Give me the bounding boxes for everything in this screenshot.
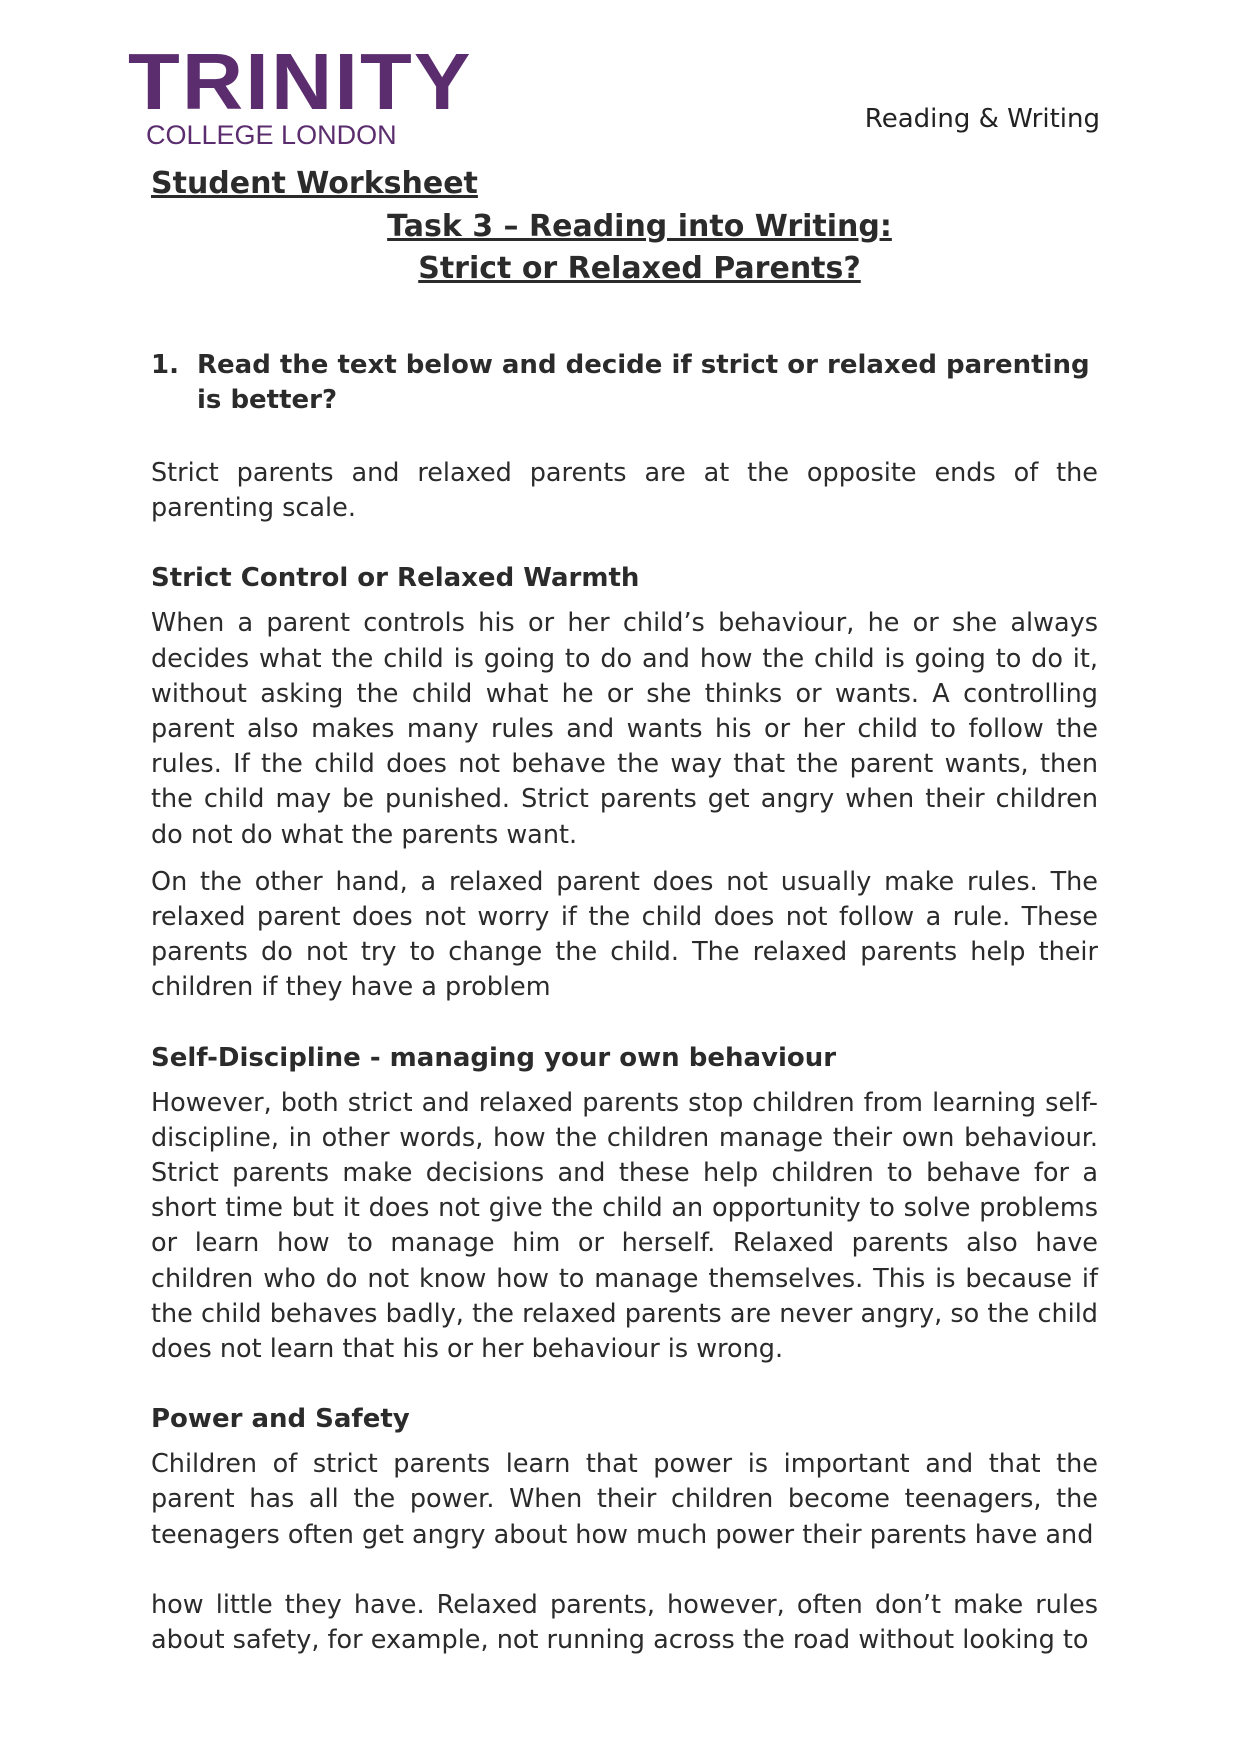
logo-subtitle: COLLEGE LONDON	[146, 120, 397, 150]
paragraph-power-1: Children of strict parents learn that power is important and that the parent has all the power. When their children become teenagers, the teenagers often get angry about how much power their parents have and	[151, 1449, 1098, 1550]
section-heading-self-discipline: Self-Discipline - managing your own behaviour	[151, 1042, 837, 1073]
paragraph-control-2: On the other hand, a relaxed parent does not usually make rules. The relaxed parent does not worry if the child does not follow a rule. These parents do not try to change the child. The relaxed parents help their children if they have a problem	[151, 866, 1098, 1003]
worksheet-content	[151, 162, 1098, 1658]
task-title-line1: Task 3 – Reading into Writing:	[387, 209, 892, 244]
section-heading-power-safety: Power and Safety	[151, 1404, 410, 1435]
paragraph-control-1: When a parent controls his or her child’s behaviour, he or she always decides what the child is going to do and how the child is going to do it, without asking the child what he or she thinks or wants. A controlling parent also makes many rules and wants his or her child to follow the rules. If the child does not behave the way that the parent wants, then the child may be punished. Strict parents get angry when their children do not do what the parents want.	[151, 608, 1098, 850]
section-heading-control: Strict Control or Relaxed Warmth	[151, 563, 640, 594]
worksheet-title: Student Worksheet	[151, 166, 478, 201]
task-title-line2: Strict or Relaxed Parents?	[418, 251, 861, 286]
paragraph-power-2: how little they have. Relaxed parents, however, often don’t make rules about safety, for example, not running across the road without looking to	[151, 1589, 1098, 1656]
paragraph-self-discipline: However, both strict and relaxed parents stop children from learning self-discipline, in other words, how the children manage their own behaviour. Strict parents make decisions and these help children to behave for a short time but it does not give the child an opportunity to solve problems or learn how to manage him or herself. Relaxed parents also have children who do not know how to manage themselves. This is because if the child behaves badly, the relaxed parents are never angry, so the child does not learn that his or her behaviour is wrong.	[151, 1087, 1098, 1365]
intro-paragraph: Strict parents and relaxed parents are at the opposite ends of the parenting scale.	[151, 458, 1098, 524]
trinity-logo	[128, 37, 473, 150]
question-1	[151, 348, 1098, 418]
logo-wordmark: TRINITY	[128, 37, 473, 126]
header-subject: Reading & Writing	[864, 104, 1100, 134]
question-text: Read the text below and decide if strict or relaxed parenting is better?	[197, 350, 1090, 415]
question-number: 1.	[151, 350, 179, 380]
